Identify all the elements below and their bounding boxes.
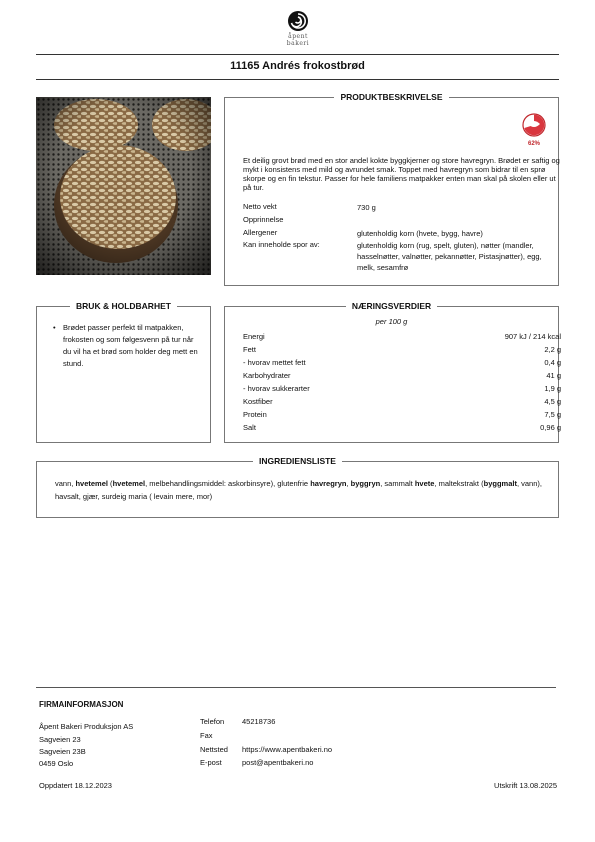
page-title: 11165 Andrés frokostbrød: [230, 60, 365, 72]
ingredient-text: , melbehandlingsmiddel: askorbinsyre), glutenfrie: [145, 479, 311, 488]
nutrient-name: - hvorav sukkerarter: [243, 384, 310, 393]
swirl-logo-icon: [287, 10, 309, 32]
product-description-section: [224, 92, 560, 286]
usage-section-title: BRUK & HOLDBARHET: [70, 301, 177, 311]
usage-list: [53, 322, 203, 370]
field-value: glutenholdig korn (hvete, bygg, havre): [357, 229, 483, 238]
company-address-line: Sagveien 23B: [39, 747, 86, 756]
ingredient-allergen: hvetemel: [112, 479, 146, 488]
product-photo: [36, 97, 211, 275]
ingredient-allergen: hvetemel: [75, 479, 108, 488]
nutrient-value: 1,9 g: [544, 384, 561, 393]
email-link[interactable]: post@apentbakeri.no: [242, 758, 314, 767]
nutrient-value: 0,96 g: [540, 423, 561, 432]
field-value: glutenholdig korn (rug, spelt, gluten), nøtter (mandler, hasselnøtter, valnøtter, pekannøtter, Pistasjnøtter), egg, melk, sesamfrø: [357, 241, 542, 272]
website-link[interactable]: https://www.apentbakeri.no: [242, 745, 333, 754]
brand-logo: [278, 10, 318, 50]
contact-label: E-post: [200, 758, 222, 767]
field-label: Allergener: [243, 228, 278, 237]
nutrient-value: 4,5 g: [544, 397, 561, 406]
usage-text: Brødet passer perfekt til matpakken, frokosten og som følgesvenn på tur når du vil ha et brød som holder deg mett en stund.: [63, 323, 198, 368]
ingredient-text: , vann), havsalt, gjær, surdeig maria ( levain mere, mor): [55, 479, 542, 501]
company-address-line: Sagveien 23: [39, 735, 81, 744]
field-label: Kan inneholde spor av:: [243, 240, 320, 249]
nutrient-value: 2,2 g: [544, 345, 561, 354]
nutrient-name: Fett: [243, 345, 256, 354]
ingredient-text: (: [107, 479, 113, 488]
contact-label: Fax: [200, 731, 213, 740]
ingredient-allergen: hvete: [414, 479, 435, 488]
nutrition-section-title: NÆRINGSVERDIER: [346, 301, 437, 311]
ingredient-allergen: byggmalt: [483, 479, 517, 488]
ingredient-text: , maltekstrakt (: [434, 479, 484, 488]
phone-value: 45218736: [242, 717, 276, 726]
top-divider: [36, 54, 559, 55]
product-description: Et deilig grovt brød med en stor andel kokte byggkjerner og store havregryn. Brødet er saftig og mykt i konsistens med mild og avrundet smak. Toppet med havregryn som bidrar til en sprø skorpe og en fin tekstur. Passer for hele familiens matpakker enten man skal på skolen eller ut på tur.: [243, 156, 560, 192]
nutrient-name: Protein: [243, 410, 267, 419]
nutrient-value: 41 g: [546, 371, 561, 380]
footer-divider: [36, 687, 556, 688]
printed-date: Utskrift 13.08.2025: [494, 781, 557, 790]
ingredient-allergen: byggryn: [350, 479, 381, 488]
nutrient-name: Salt: [243, 423, 256, 432]
company-address-line: 0459 Oslo: [39, 759, 74, 768]
list-item: [53, 322, 203, 370]
usage-section: [36, 301, 211, 443]
ingredients-text: [55, 477, 545, 503]
updated-date: Oppdatert 18.12.2023: [39, 781, 112, 790]
contact-label: Telefon: [200, 717, 225, 726]
nutrient-name: Karbohydrater: [243, 371, 291, 380]
nutrient-value: 907 kJ / 214 kcal: [504, 332, 561, 341]
title-divider: [36, 79, 559, 80]
ingredient-allergen: havregryn: [310, 479, 347, 488]
nutrition-section: [224, 301, 561, 443]
nutrient-name: - hvorav mettet fett: [243, 358, 306, 367]
contact-label: Nettsted: [200, 745, 228, 754]
ingredient-text: ,: [346, 479, 351, 488]
ingredients-section-title: INGREDIENSLISTE: [253, 456, 342, 466]
nutrient-name: Energi: [243, 332, 265, 341]
company-name: Åpent Bakeri Produksjon AS: [39, 722, 134, 731]
bullet-icon: •: [53, 323, 56, 332]
ingredient-text: vann,: [55, 479, 76, 488]
logo-text: åpent bakeri: [286, 33, 310, 47]
ingredient-text: , sammalt: [380, 479, 415, 488]
whole-grain-badge: [521, 113, 547, 147]
company-section-title: FIRMAINFORMASJON: [39, 700, 124, 709]
grain-percentage-icon: [522, 113, 546, 137]
product-section-title: PRODUKTBESKRIVELSE: [334, 92, 448, 102]
nutrition-per: per 100 g: [375, 317, 408, 326]
badge-percent: 62%: [527, 141, 540, 147]
field-label: Opprinnelse: [243, 215, 284, 224]
nutrient-value: 0,4 g: [544, 358, 561, 367]
ingredients-section: [36, 456, 559, 518]
field-value: 730 g: [357, 203, 376, 212]
nutrient-value: 7,5 g: [544, 410, 561, 419]
nutrient-name: Kostfiber: [243, 397, 273, 406]
field-label: Netto vekt: [243, 202, 277, 211]
